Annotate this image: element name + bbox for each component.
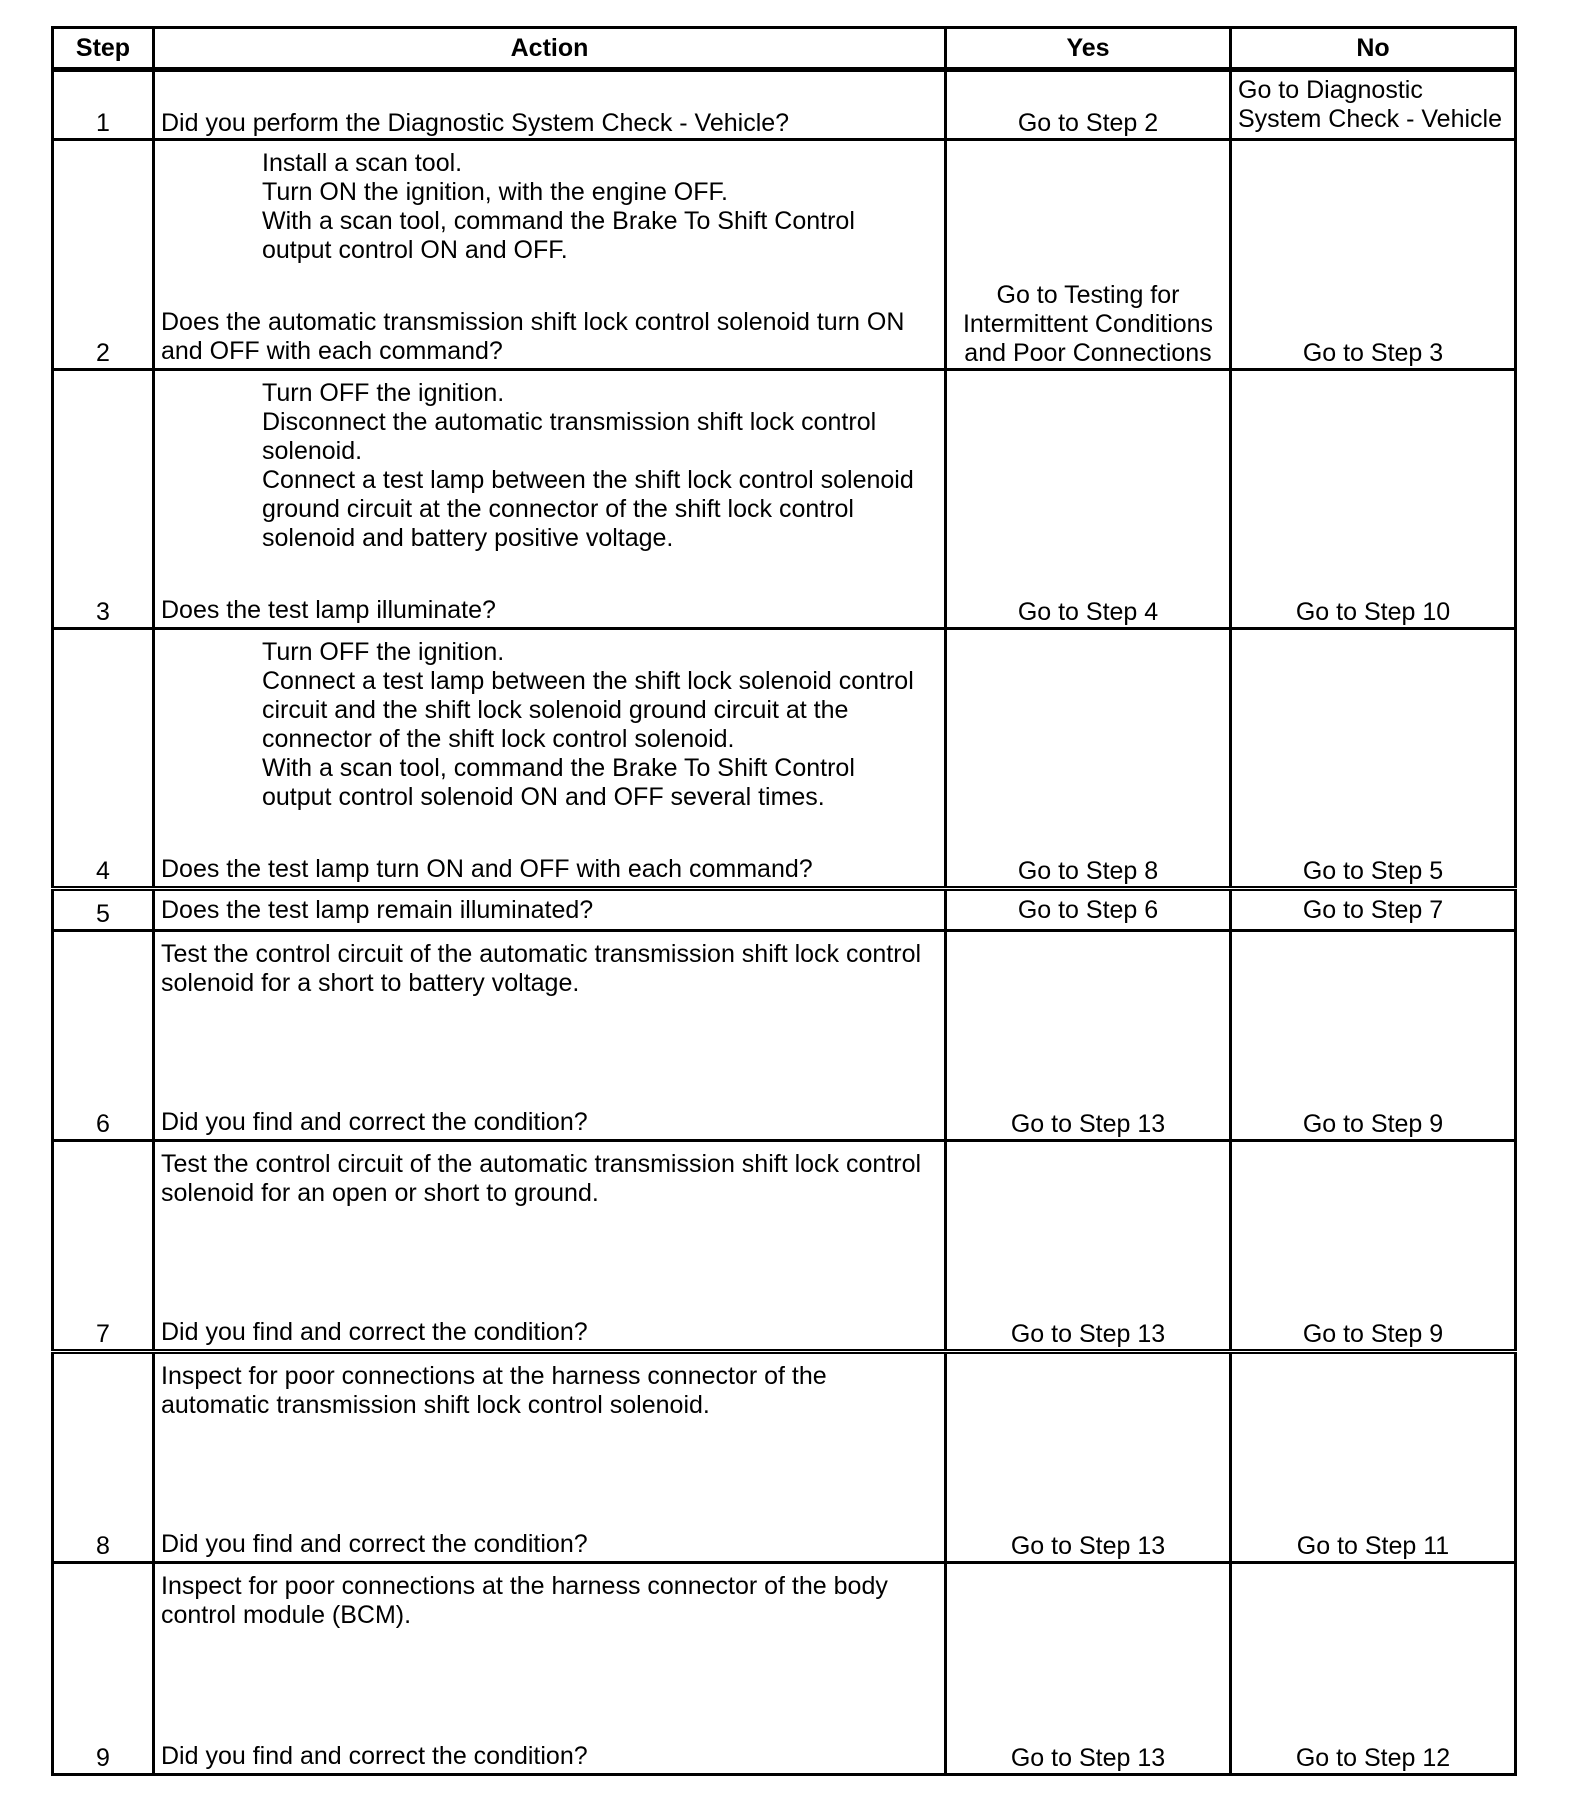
yes-cell: Go to Step 2 bbox=[946, 70, 1231, 140]
step-number: 5 bbox=[53, 889, 154, 931]
step-number: 4 bbox=[53, 629, 154, 889]
table-row bbox=[53, 629, 1516, 889]
action-question bbox=[161, 855, 938, 886]
no-cell: Go to Step 11 bbox=[1231, 1352, 1516, 1563]
header-no: No bbox=[1231, 28, 1516, 70]
table-row bbox=[53, 1141, 1516, 1352]
action-question bbox=[161, 1108, 938, 1139]
action-line: solenoid for an open or short to ground. bbox=[161, 1179, 599, 1207]
action-cell bbox=[154, 931, 946, 1141]
table-row bbox=[53, 140, 1516, 370]
step-number: 6 bbox=[53, 931, 154, 1141]
step-number: 1 bbox=[53, 70, 154, 140]
question-line: Does the test lamp turn ON and OFF with each command? bbox=[161, 855, 813, 883]
instruction-line: output control ON and OFF. bbox=[262, 236, 568, 264]
action-text: Did you perform the Diagnostic System Check - Vehicle? bbox=[161, 109, 790, 137]
no-line: System Check - Vehicle bbox=[1238, 105, 1502, 133]
instruction-line: solenoid. bbox=[262, 437, 363, 465]
yes-cell: Go to Step 13 bbox=[946, 1141, 1231, 1352]
table-header-row bbox=[53, 28, 1516, 70]
action-question bbox=[161, 596, 938, 627]
instruction-line: Turn OFF the ignition. bbox=[262, 379, 505, 407]
table-row bbox=[53, 889, 1516, 931]
yes-cell: Go to Step 13 bbox=[946, 1352, 1231, 1563]
action-line: control module (BCM). bbox=[161, 1601, 412, 1629]
action-cell bbox=[154, 140, 946, 370]
question-line: Does the automatic transmission shift lock control solenoid turn ON bbox=[161, 308, 905, 336]
instruction-line: Turn OFF the ignition. bbox=[262, 638, 505, 666]
yes-cell: Go to Step 13 bbox=[946, 931, 1231, 1141]
action-cell bbox=[154, 629, 946, 889]
yes-cell bbox=[946, 140, 1231, 370]
table-row bbox=[53, 1563, 1516, 1775]
action-text bbox=[161, 1568, 938, 1630]
action-question bbox=[161, 1530, 938, 1561]
header-yes: Yes bbox=[946, 28, 1231, 70]
yes-cell: Go to Step 6 bbox=[946, 889, 1231, 931]
instruction-line: Connect a test lamp between the shift lock control solenoid bbox=[262, 466, 914, 494]
action-line: Test the control circuit of the automatic transmission shift lock control bbox=[161, 1150, 922, 1178]
action-cell bbox=[154, 889, 946, 931]
no-cell: Go to Step 3 bbox=[1231, 140, 1516, 370]
yes-line: Go to Testing for bbox=[996, 281, 1180, 309]
action-cell bbox=[154, 1141, 946, 1352]
action-line: Inspect for poor connections at the harness connector of the bbox=[161, 1362, 827, 1390]
instruction-list bbox=[161, 375, 938, 553]
question-line: Does the test lamp illuminate? bbox=[161, 596, 496, 624]
no-cell bbox=[1231, 70, 1516, 140]
action-line: Inspect for poor connections at the harness connector of the body bbox=[161, 1572, 888, 1600]
yes-line: Intermittent Conditions bbox=[962, 310, 1214, 338]
instruction-list bbox=[161, 634, 938, 812]
action-line: automatic transmission shift lock control solenoid. bbox=[161, 1391, 710, 1419]
instruction-line: ground circuit at the connector of the shift lock control bbox=[262, 495, 854, 523]
no-cell: Go to Step 12 bbox=[1231, 1563, 1516, 1775]
instruction-line: Turn ON the ignition, with the engine OFF. bbox=[262, 178, 728, 206]
table-row bbox=[53, 70, 1516, 140]
instruction-list bbox=[161, 145, 938, 265]
instruction-line: Connect a test lamp between the shift lock solenoid control bbox=[262, 667, 914, 695]
no-cell: Go to Step 9 bbox=[1231, 931, 1516, 1141]
action-text: Does the test lamp remain illuminated? bbox=[161, 895, 594, 924]
header-step: Step bbox=[53, 28, 154, 70]
instruction-line: Install a scan tool. bbox=[262, 149, 463, 177]
question-line: Did you find and correct the condition? bbox=[161, 1108, 588, 1136]
action-text bbox=[161, 936, 938, 998]
yes-cell: Go to Step 13 bbox=[946, 1563, 1231, 1775]
action-cell bbox=[154, 70, 946, 140]
no-cell: Go to Step 5 bbox=[1231, 629, 1516, 889]
question-line: Did you find and correct the condition? bbox=[161, 1318, 588, 1346]
step-number: 3 bbox=[53, 370, 154, 629]
step-number: 7 bbox=[53, 1141, 154, 1352]
table-row bbox=[53, 1352, 1516, 1563]
table-row bbox=[53, 931, 1516, 1141]
yes-line: and Poor Connections bbox=[964, 339, 1212, 367]
step-number: 8 bbox=[53, 1352, 154, 1563]
instruction-line: circuit and the shift lock solenoid ground circuit at the bbox=[262, 696, 849, 724]
action-cell bbox=[154, 1563, 946, 1775]
question-line: Did you find and correct the condition? bbox=[161, 1530, 588, 1558]
instruction-line: output control solenoid ON and OFF several times. bbox=[262, 783, 825, 811]
instruction-line: Disconnect the automatic transmission shift lock control bbox=[262, 408, 877, 436]
action-cell bbox=[154, 370, 946, 629]
action-line: solenoid for a short to battery voltage. bbox=[161, 969, 580, 997]
action-line: Test the control circuit of the automatic transmission shift lock control bbox=[161, 940, 922, 968]
diagnostic-table bbox=[51, 26, 1517, 1776]
table-row bbox=[53, 370, 1516, 629]
question-line: Did you find and correct the condition? bbox=[161, 1742, 588, 1770]
action-text bbox=[161, 1358, 938, 1420]
instruction-line: connector of the shift lock control solenoid. bbox=[262, 725, 735, 753]
instruction-line: With a scan tool, command the Brake To Shift Control bbox=[262, 207, 855, 235]
action-cell bbox=[154, 1352, 946, 1563]
yes-cell: Go to Step 8 bbox=[946, 629, 1231, 889]
yes-cell: Go to Step 4 bbox=[946, 370, 1231, 629]
action-question bbox=[161, 1742, 938, 1773]
action-question bbox=[161, 1318, 938, 1349]
no-cell: Go to Step 7 bbox=[1231, 889, 1516, 931]
question-line: and OFF with each command? bbox=[161, 337, 503, 365]
header-action: Action bbox=[154, 28, 946, 70]
no-cell: Go to Step 9 bbox=[1231, 1141, 1516, 1352]
action-question bbox=[161, 308, 938, 368]
instruction-line: solenoid and battery positive voltage. bbox=[262, 524, 674, 552]
action-text bbox=[161, 1146, 938, 1208]
step-number: 2 bbox=[53, 140, 154, 370]
no-line: Go to Diagnostic bbox=[1238, 76, 1423, 104]
step-number: 9 bbox=[53, 1563, 154, 1775]
no-cell: Go to Step 10 bbox=[1231, 370, 1516, 629]
instruction-line: With a scan tool, command the Brake To Shift Control bbox=[262, 754, 855, 782]
